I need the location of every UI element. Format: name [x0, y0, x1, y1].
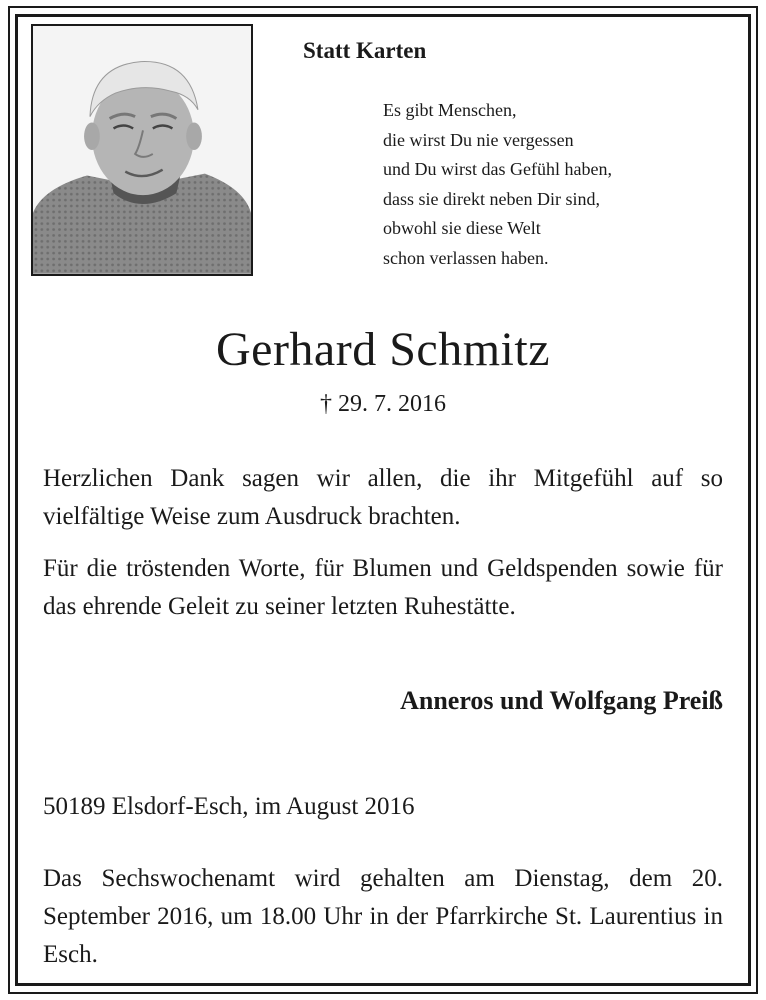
header-label: Statt Karten: [303, 38, 427, 63]
deceased-name: Gerhard Schmitz: [215, 323, 551, 376]
poem-line: obwohl sie diese Welt: [383, 218, 541, 238]
portrait-photo: [31, 24, 253, 276]
poem-line: dass sie direkt neben Dir sind,: [383, 188, 600, 209]
place-date: 50189 Elsdorf-Esch, im August 2016: [43, 793, 415, 820]
thanks-paragraph: Herzlichen Dank sagen wir allen, die ihr Mitgefühl auf so vielfältige Weise zum Ausdruck brachten.: [43, 465, 723, 530]
poem: [383, 96, 612, 273]
service-note: Das Sechswochenamt wird gehalten am Dienstag, dem 20. September 2016, um 18.00 Uhr in der Pfarrkirche St. Laurentius in Esch.: [43, 865, 723, 968]
poem-line: und Du wirst das Gefühl haben,: [383, 159, 612, 179]
poem-line: Es gibt Menschen,: [383, 100, 517, 120]
thanks-detail-paragraph: Für die tröstenden Worte, für Blumen und Geldspenden sowie für das ehrende Geleit zu seiner letzten Ruhestätte.: [43, 555, 723, 620]
death-date: † 29. 7. 2016: [320, 391, 446, 417]
poem-line: die wirst Du nie vergessen: [383, 129, 574, 150]
poem-line: schon verlassen haben.: [383, 247, 549, 268]
signatories: Anneros und Wolfgang Preiß: [400, 686, 723, 715]
